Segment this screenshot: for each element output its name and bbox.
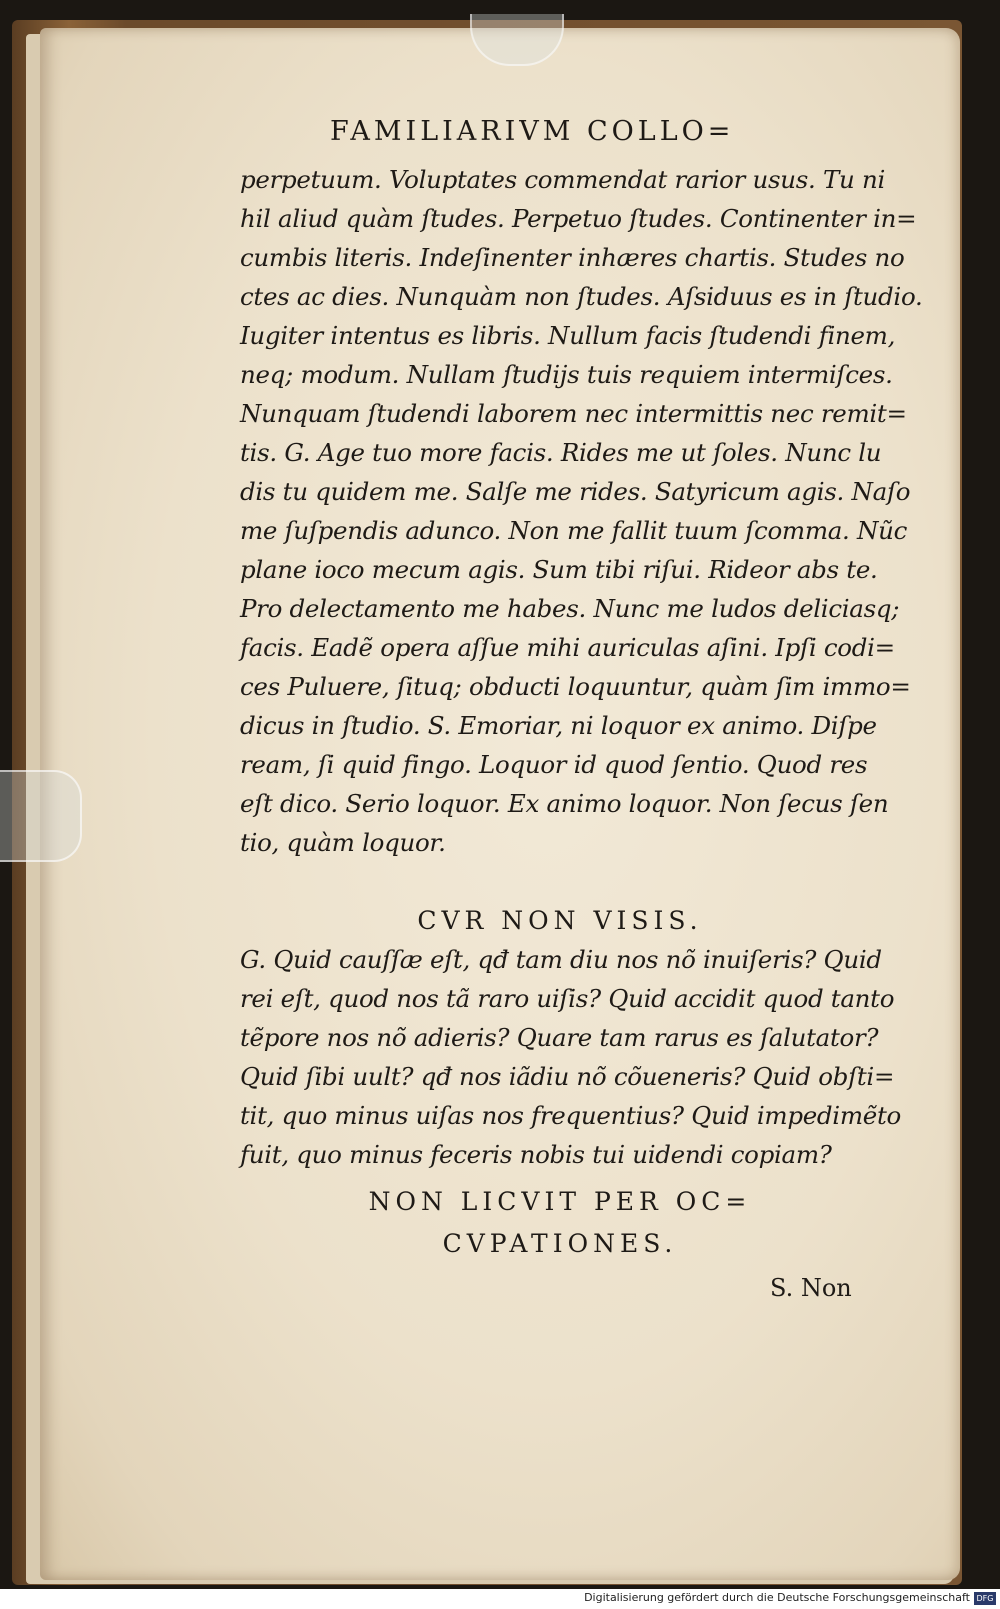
text-line: tio, quàm loquor. — [240, 828, 446, 857]
text-line: facis. Eadẽ opera aſſue mihi auriculas aſini. Ipſi codi= — [240, 633, 895, 662]
text-line: dicus in ſtudio. S. Emoriar, ni loquor ex animo. Diſpe — [240, 711, 877, 740]
section-heading-2-line-1: NON LICVIT PER OC= — [368, 1187, 752, 1216]
text-line: Iugiter intentus es libris. Nullum facis ſtudendi finem, — [240, 321, 896, 350]
text-line: tẽpore nos nõ adieris? Quare tam rarus es ſalutator? — [240, 1023, 879, 1052]
text-line: dis tu quidem me. Salſe me rides. Satyricum agis. Naſo — [240, 477, 911, 506]
text-line: hil aliud quàm ſtudes. Perpetuo ſtudes. Continenter in= — [240, 204, 917, 233]
text-line: neq; modum. Nullam ſtudijs tuis requiem intermiſces. — [240, 360, 893, 389]
text-line: Pro delectamento me habes. Nunc me ludos deliciasq; — [240, 594, 900, 623]
text-line: perpetuum. Voluptates commendat rarior usus. Tu ni — [240, 165, 885, 194]
text-section-1 — [240, 160, 923, 862]
text-section-2 — [240, 940, 901, 1174]
running-head: FAMILIARIVM COLLO= — [330, 116, 735, 147]
text-line: plane ioco mecum agis. Sum tibi riſui. Rideor abs te. — [240, 555, 878, 584]
footer-bar — [0, 1589, 1000, 1609]
text-line: ream, ſi quid fingo. Loquor id quod ſentio. Quod res — [240, 750, 868, 779]
text-line: ces Puluere, ſituq; obducti loquuntur, quàm ſim immo= — [240, 672, 911, 701]
footer-credit: Digitalisierung gefördert durch die Deutsche Forschungsgemeinschaft — [584, 1591, 970, 1604]
text-line: me ſuſpendis adunco. Non me fallit tuum ſcomma. Nũc — [240, 516, 908, 545]
text-line: fuit, quo minus feceris nobis tui uidendi copiam? — [240, 1140, 832, 1169]
catchword: S. Non — [770, 1274, 852, 1302]
text-line: tis. G. Age tuo more facis. Rides me ut ſoles. Nunc lu — [240, 438, 882, 467]
text-line: eſt dico. Serio loquor. Ex animo loquor. Non ſecus ſen — [240, 789, 889, 818]
text-line: Nunquam ſtudendi laborem nec intermittis nec remit= — [240, 399, 907, 428]
text-line: ctes ac dies. Nunquàm non ſtudes. Aſsiduus es in ſtudio. — [240, 282, 923, 311]
text-line: Quid ſibi uult? qđ nos iãdiu nõ cõueneris? Quid obſti= — [240, 1062, 895, 1091]
section-heading-1: CVR NON VISIS. — [417, 906, 703, 935]
section-heading-2-line-2: CVPATIONES. — [442, 1229, 678, 1258]
text-line: rei eſt, quod nos tã raro uiſis? Quid accidit quod tanto — [240, 984, 895, 1013]
text-line: G. Quid cauſſæ eſt, qđ tam diu nos nõ inuiſeris? Quid — [240, 945, 882, 974]
text-line: tit, quo minus uiſas nos frequentius? Quid impedimẽto — [240, 1101, 901, 1130]
left-clip — [0, 770, 82, 862]
text-line: cumbis literis. Indeſinenter inhæres chartis. Studes no — [240, 243, 905, 272]
dfg-logo-icon: DFG — [974, 1592, 996, 1605]
